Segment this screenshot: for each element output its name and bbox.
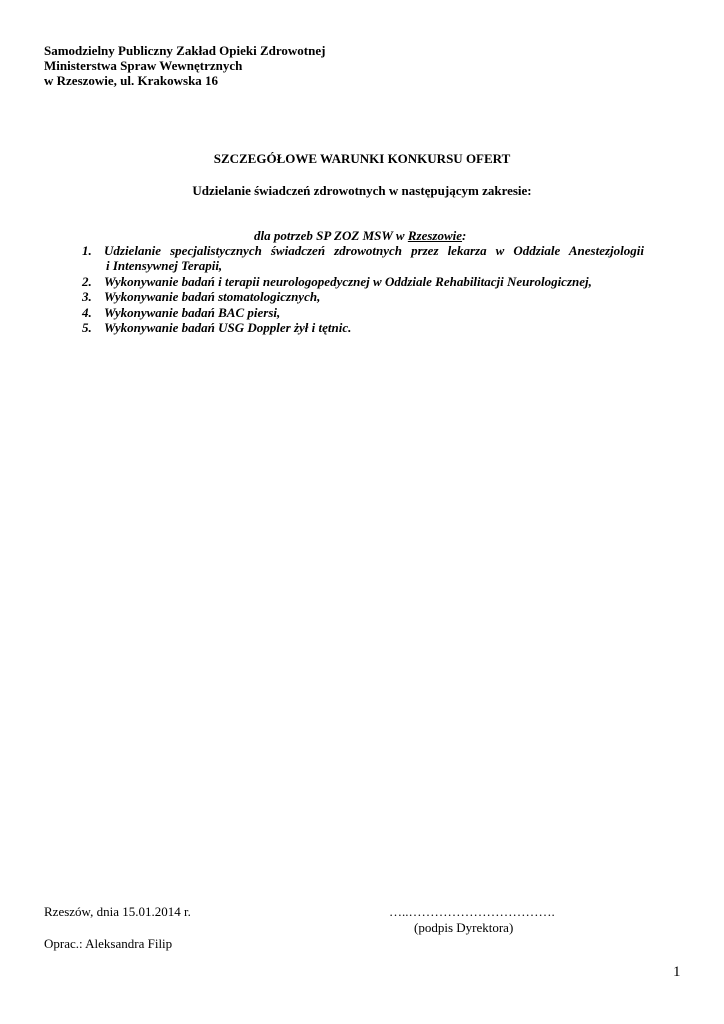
list-item: [82, 305, 644, 320]
signature-caption: (podpis Dyrektora): [414, 920, 514, 935]
list-item: [82, 243, 644, 274]
for-needs-suffix: :: [462, 228, 467, 243]
signature-line: …..…………………………….: [389, 904, 555, 919]
document-title: SZCZEGÓŁOWE WARUNKI KONKURSU OFERT: [213, 151, 511, 166]
for-needs-prefix: dla potrzeb SP ZOZ MSW w: [254, 228, 408, 243]
list-item-number: 5.: [82, 320, 92, 336]
list-item: [82, 289, 644, 304]
institution-name-line: Samodzielny Publiczny Zakład Opieki Zdrowotnej: [44, 43, 326, 58]
list-item-number: 2.: [82, 273, 92, 289]
list-item: [82, 320, 644, 335]
page-number: 1: [673, 964, 681, 980]
list-item-text: Wykonywanie badań stomatologicznych,: [104, 289, 321, 305]
document-subtitle: Udzielanie świadczeń zdrowotnych w następującym zakresie:: [192, 183, 532, 198]
institution-header: [44, 43, 325, 88]
for-needs-place: Rzeszowie: [407, 228, 463, 243]
place-date: Rzeszów, dnia 15.01.2014 r.: [44, 904, 191, 919]
institution-address-line: w Rzeszowie, ul. Krakowska 16: [44, 73, 219, 88]
list-item-number: 3.: [82, 289, 92, 305]
list-item-text-line1: Udzielanie specjalistycznych świadczeń zdrowotnych przez lekarza w Oddziale Anestezjologii: [104, 243, 644, 258]
list-item-number: 4.: [82, 304, 92, 320]
for-needs-line: [254, 228, 466, 244]
list-item-text: Wykonywanie badań i terapii neurologopedycznej w Oddziale Rehabilitacji Neurologicznej,: [104, 273, 592, 289]
list-item-text: Wykonywanie badań BAC piersi,: [104, 304, 281, 320]
list-item-number: 1.: [82, 243, 92, 258]
list-item: [82, 274, 644, 289]
scope-list: [82, 243, 644, 335]
list-item-text-line2: i Intensywnej Terapii,: [106, 258, 223, 274]
institution-ministry-line: Ministerstwa Spraw Wewnętrznych: [44, 58, 243, 73]
list-item-text: [104, 243, 644, 274]
list-item-text: Wykonywanie badań USG Doppler żył i tętnic.: [104, 320, 352, 336]
prepared-by: Oprac.: Aleksandra Filip: [44, 936, 173, 951]
